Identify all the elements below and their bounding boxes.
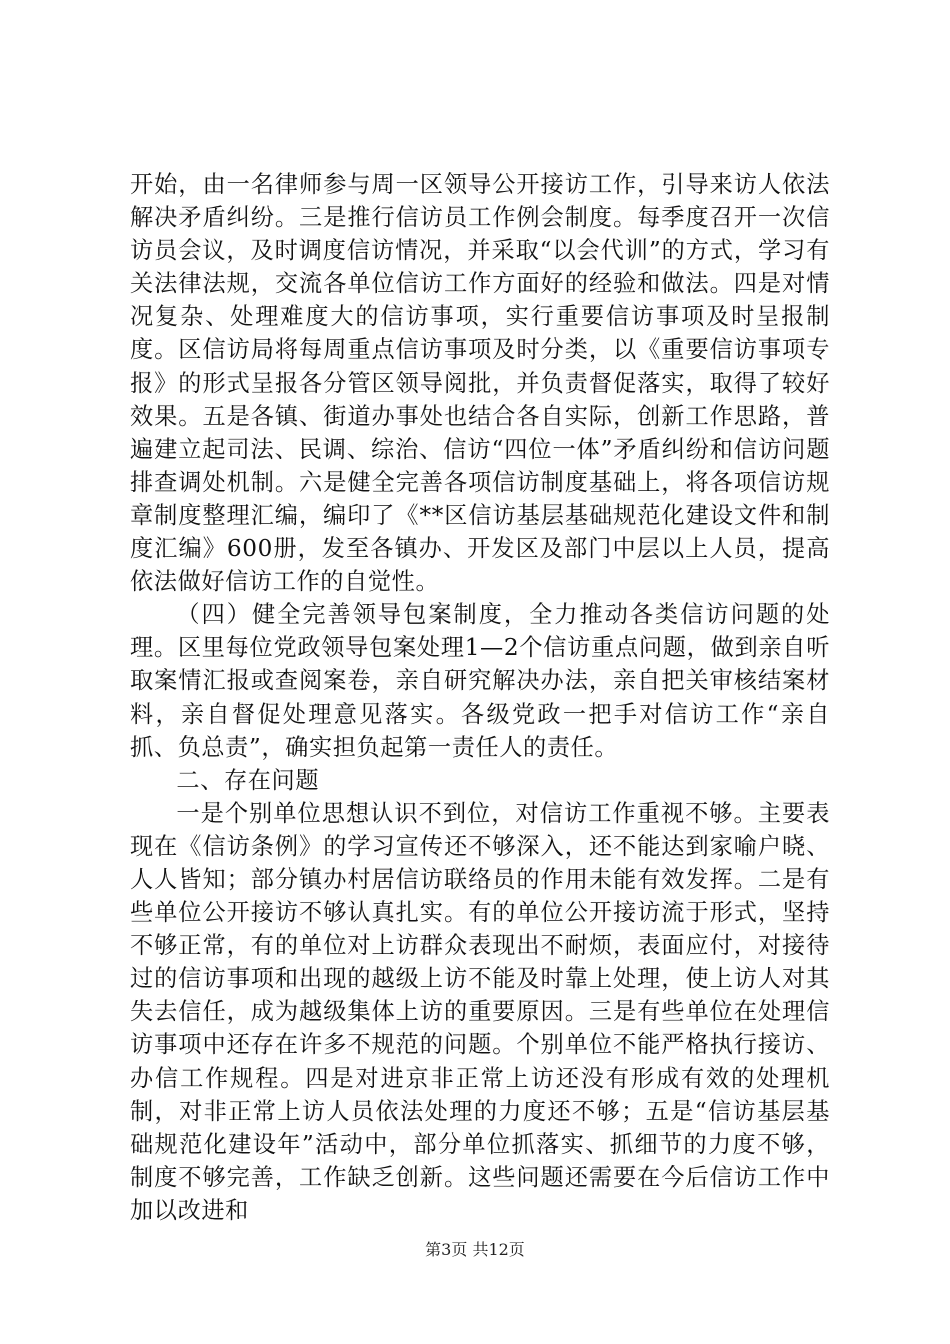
paragraph-continued: 开始，由一名律师参与周一区领导公开接访工作，引导来访人依法解决矛盾纠纷。三是推行信访员工作例会制度。每季度召开一次信访员会议，及时调度信访情况，并采取“以会代训”的方式，学习有关法律法规，交流各单位信访工作方面好的经验和做法。四是对情况复杂、处理难度大的信访事项，实行重要信访事项及时呈报制度。区信访局将每周重点信访事项及时分类，以《重要信访事项专报》的形式呈报各分管区领导阅批，并负责督促落实，取得了较好效果。五是各镇、街道办事处也结合各自实际，创新工作思路，普遍建立起司法、民调、综治、信访“四位一体”矛盾纠纷和信访问题排查调处机制。六是健全完善各项信访制度基础上，将各项信访规章制度整理汇编，编印了《**区信访基层基础规范化建设文件和制度汇编》600册，发至各镇办、开发区及部门中层以上人员，提高依法做好信访工作的自觉性。 <box>130 171 830 596</box>
document-body <box>130 168 830 1227</box>
page-number-footer: 第3页 共12页 <box>425 1240 525 1259</box>
paragraph-section-four: （四）健全完善领导包案制度，全力推动各类信访问题的处理。区里每位党政领导包案处理1—2个信访重点问题，做到亲自听取案情汇报或查阅案卷，亲自研究解决办法，亲自把关审核结案材料，亲自督促处理意见落实。各级党政一把手对信访工作“亲自抓、负总责”，确实担负起第一责任人的责任。 <box>130 601 830 761</box>
section-heading-problems: 二、存在问题 <box>176 766 320 794</box>
paragraph-problems: 一是个别单位思想认识不到位，对信访工作重视不够。主要表现在《信访条例》的学习宣传还不够深入，还不能达到家喻户晓、人人皆知；部分镇办村居信访联络员的作用未能有效发挥。二是有些单位公开接访不够认真扎实。有的单位公开接访流于形式，坚持不够正常，有的单位对上访群众表现出不耐烦，表面应付，对接待过的信访事项和出现的越级上访不能及时靠上处理，使上访人对其失去信任，成为越级集体上访的重要原因。三是有些单位在处理信访事项中还存在许多不规范的问题。个别单位不能严格执行接访、办信工作规程。四是对进京非正常上访还没有形成有效的处理机制，对非正常上访人员依法处理的力度还不够；五是“信访基层基础规范化建设年”活动中，部分单位抓落实、抓细节的力度不够，制度不够完善，工作缺乏创新。这些问题还需要在今后信访工作中加以改进和 <box>130 799 830 1224</box>
